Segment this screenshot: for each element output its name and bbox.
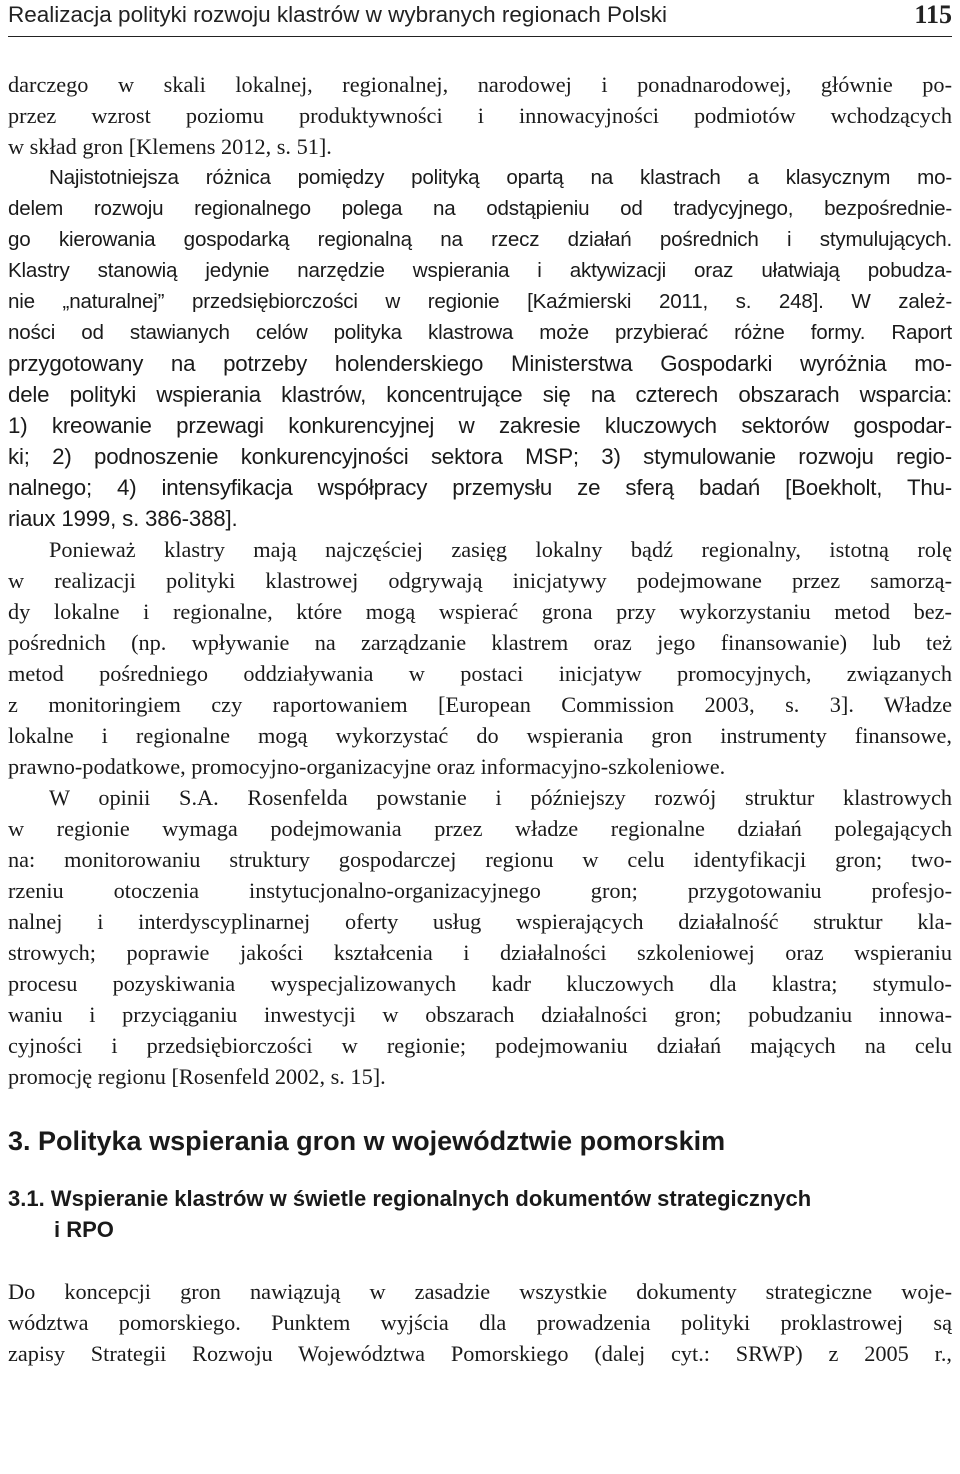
text-line: Do koncepcji gron nawiązują w zasadzie wszystkie dokumenty strategiczne woje- — [8, 1279, 952, 1304]
text-line: waniu i przyciąganiu inwestycji w obszarach działalności gron; pobudzaniu innowa- — [8, 1002, 952, 1027]
text-line: ki; 2) podnoszenie konkurencyjności sektora MSP; 3) stymulowanie rozwoju regio- — [8, 444, 952, 469]
subsection-heading-line: i RPO — [54, 1217, 114, 1242]
text-line: 1) kreowanie przewagi konkurencyjnej w zakresie kluczowych sektorów gospodar- — [8, 413, 952, 438]
text-line: nalnego; 4) intensyfikacja współpracy przemysłu ze sferą badań [Boekholt, Thu- — [8, 475, 952, 500]
text-line: z monitoringiem czy raportowaniem [European Commission 2003, s. 3]. Władze — [8, 692, 952, 717]
text-line: przez wzrost poziomu produktywności i innowacyjności podmiotów wchodzących — [8, 103, 952, 128]
text-line: w regionie wymaga podejmowania przez władze regionalne działań polegających — [8, 816, 952, 841]
paragraph-5 — [8, 1276, 952, 1369]
text-line: lokalne i regionalne mogą wykorzystać do wspierania gron instrumenty finansowe, — [8, 723, 952, 748]
text-line: pośrednich (np. wpływanie na zarządzanie klastrem oraz jego finansowanie) lub też — [8, 630, 952, 655]
text-line: dy lokalne i regionalne, które mogą wspierać grona przy wykorzystaniu metod bez- — [8, 599, 952, 624]
text-line: w realizacji polityki klastrowej odgrywają inicjatywy podejmowane przez samorzą- — [8, 568, 952, 593]
text-line: Klastry stanowią jedynie narzędzie wspierania i aktywizacji oraz ułatwiają pobudza- — [8, 259, 952, 282]
text-line: procesu pozyskiwania wyspecjalizowanych kadr kluczowych dla klastra; stymulo- — [8, 971, 952, 996]
text-line: darczego w skali lokalnej, regionalnej, narodowej i ponadnarodowej, głównie po- — [8, 72, 952, 97]
text-line: nalnej i interdyscyplinarnej oferty usług wspierających działalność struktur kla- — [8, 909, 952, 934]
text-line: delem rozwoju regionalnego polega na odstąpieniu od tradycyjnego, bezpośrednie- — [8, 197, 952, 220]
text-line: w skład gron [Klemens 2012, s. 51]. — [8, 134, 332, 159]
text-line: strowych; poprawie jakości kształcenia i działalności szkoleniowej oraz wspieraniu — [8, 940, 952, 965]
subsection-heading — [8, 1183, 952, 1245]
text-line: promocję regionu [Rosenfeld 2002, s. 15]. — [8, 1064, 386, 1089]
text-line: zapisy Strategii Rozwoju Województwa Pomorskiego (dalej cyt.: SRWP) z 2005 r., — [8, 1341, 952, 1366]
text-line: prawno-podatkowe, promocyjno-organizacyjne oraz informacyjno-szkoleniowe. — [8, 754, 726, 779]
text-line: przygotowany na potrzeby holenderskiego Ministerstwa Gospodarki wyróżnia mo- — [8, 351, 952, 376]
text-line: wództwa pomorskiego. Punktem wyjścia dla prowadzenia polityki proklastrowej są — [8, 1310, 952, 1335]
running-header — [8, 0, 952, 37]
paragraph-1 — [8, 69, 952, 162]
text-line: metod pośredniego oddziaływania w postaci inicjatyw promocyjnych, związanych — [8, 661, 952, 686]
text-line: riaux 1999, s. 386-388]. — [8, 506, 238, 531]
text-line: nie „naturalnej” przedsiębiorczości w regionie [Kaźmierski 2011, s. 248]. W zależ- — [8, 290, 952, 313]
text-line: ności od stawianych celów polityka klastrowa może przybierać różne formy. Raport — [8, 321, 952, 344]
text-line: Ponieważ klastry mają najczęściej zasięg lokalny bądź regionalny, istotną rolę — [49, 537, 952, 562]
text-line: Najistotniejsza różnica pomiędzy polityką opartą na klastrach a klasycznym mo- — [49, 166, 952, 189]
page-number: 115 — [914, 0, 952, 29]
text-line: rzeniu otoczenia instytucjonalno-organizacyjnego gron; przygotowaniu profesjo- — [8, 878, 952, 903]
text-line: cyjności i przedsiębiorczości w regionie; podejmowaniu działań mających na celu — [8, 1033, 952, 1058]
paragraph-3 — [8, 534, 952, 782]
running-title: Realizacja polityki rozwoju klastrów w wybranych regionach Polski — [8, 2, 668, 27]
text-line: W opinii S.A. Rosenfelda powstanie i późniejszy rozwój struktur klastrowych — [49, 785, 952, 810]
paragraph-2 — [8, 162, 952, 534]
page-body — [8, 69, 952, 1369]
text-line: na: monitorowaniu struktury gospodarczej regionu w celu identyfikacji gron; two- — [8, 847, 952, 872]
paragraph-4 — [8, 782, 952, 1092]
section-heading: 3. Polityka wspierania gron w województwie pomorskim — [8, 1126, 726, 1156]
subsection-heading-line: 3.1. Wspieranie klastrów w świetle regionalnych dokumentów strategicznych — [8, 1186, 812, 1211]
text-line: dele polityki wspierania klastrów, koncentrujące się na czterech obszarach wsparcia: — [8, 382, 952, 407]
text-line: go kierowania gospodarką regionalną na rzecz działań pośrednich i stymulujących. — [8, 228, 952, 251]
